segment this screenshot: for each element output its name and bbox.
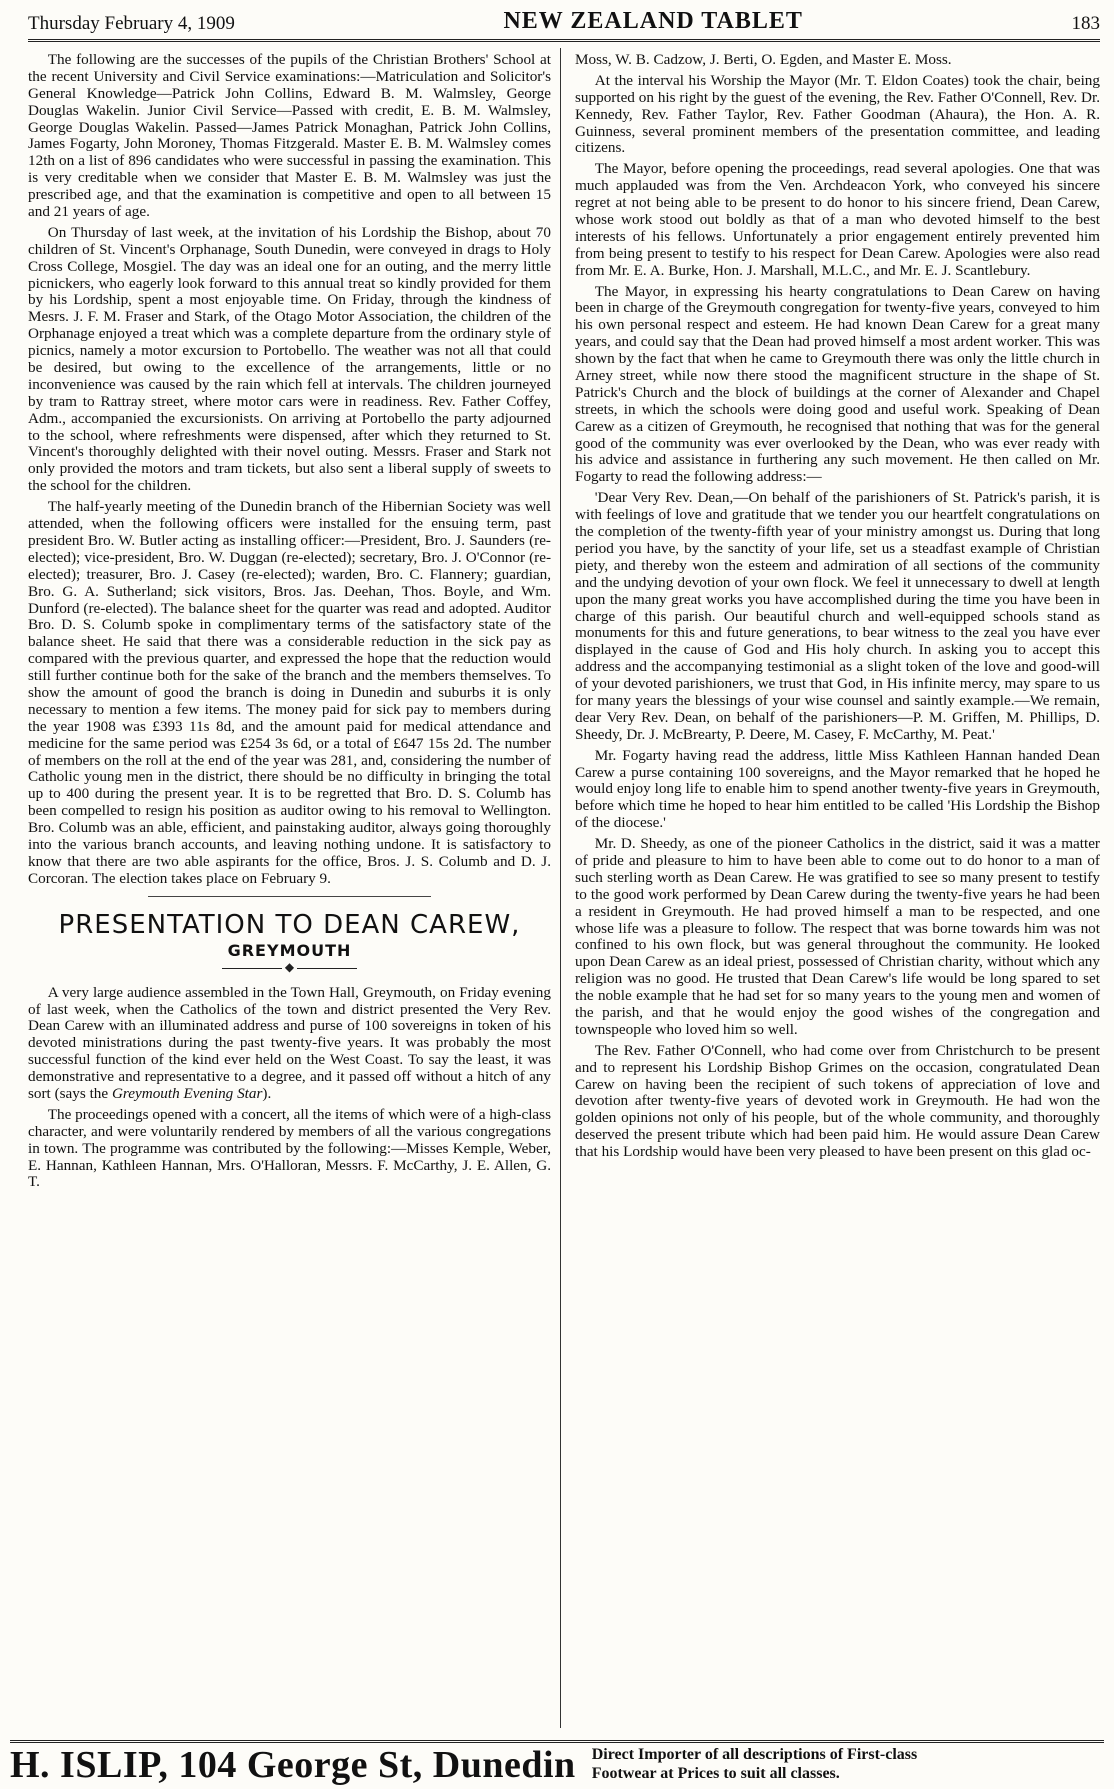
article-subhead: GREYMOUTH xyxy=(227,940,352,960)
paragraph-interval: At the interval his Worship the Mayor (Mr. T. Eldon Coates) took the chair, being supported on his right by the guest of the evening, the Rev. Father O'Connell, Rev. Dr. Kennedy, Rev. Father Taylor, Rev. Father Goodman (Ahaura), the Hon. A. R. Guinness, several prominent members of the presentation committee, and leading citizens. xyxy=(575,71,1100,157)
publication-title: NEW ZEALAND TABLET xyxy=(503,8,803,34)
left-column xyxy=(28,52,551,1732)
diamond-ornament-icon: ◆ xyxy=(284,960,295,975)
newspaper-source: Greymouth Evening Star xyxy=(111,1085,263,1103)
paragraph-exam-results: The following are the successes of the pupils of the Christian Brothers' School at the recent University and Civil Service examinations:—Matriculation and Solicitor's General Knowledge—Patrick John Collins, Edward B. M. Walmsley, George Douglas Wakelin. Junior Civil Service—Passed with credit, E. B. M. Walmsley, George Douglas Wakelin. Passed—James Patrick Monaghan, Patrick John Collins, James Fogarty, John Moroney, Thomas Fitzgerald. Master E. B. M. Walmsley comes 12th on a list of 896 candidates who were successful in passing the examination. This is very creditable when we consider that Master E. B. M. Walmsley was just the prescribed age, and that the examination is competitive and open to all between 15 and 21 years of age. xyxy=(28,51,551,221)
continued-paragraph: Moss, W. B. Cadzow, J. Berti, O. Egden, and Master E. Moss. xyxy=(575,51,952,68)
paragraph-apologies: The Mayor, before opening the proceedings, read several apologies. One that was much applauded was from the Ven. Archdeacon York, who conveyed his sincere regret at not being able to be present to do honor to his sincere friend, Dean Carew, whose work stood out boldly as that of a man who devoted himself to the best interests of his fellows. Unfortunately a prior engagement entirely prevented him from being present to testify to his respect for Dean Carew. Apologies were also read from Mr. E. A. Burke, Hon. J. Marshall, M.L.C., and Mr. E. J. Scantlebury. xyxy=(575,160,1100,279)
footer-advertisement xyxy=(10,1740,1104,1786)
section-divider xyxy=(148,896,431,897)
column-rule xyxy=(560,48,561,1728)
ornament-rule xyxy=(28,961,551,974)
advertiser-name: H. ISLIP, 104 George St, Dunedin xyxy=(10,1743,576,1786)
paragraph-address: 'Dear Very Rev. Dean,—On behalf of the parishioners of St. Patrick's parish, it is with feelings of love and gratitude that we tender you our heartfelt congratulations on the completion of the twenty-fifth year of your ministry amongst us. During that long period you have, by the sanctity of your life, set us a steadfast example of Christian piety, and thereby won the esteem and admiration of all sections of the community and the undying devotion of your own flock. We feel it unnecessary to dwell at length upon the many great works you have accomplished during the time you have been in charge of this parish. Our beautiful church and well-equipped schools stand as monuments for this and future generations, to bear witness to the zeal you have ever displayed in the cause of God and His holy church. In asking you to accept this address and the accompanying testimonial as a slight token of the love and good-will of your devoted parishioners, we trust that God, in His infinite mercy, may spare to us for many years the blessings of your wise counsel and saintly example.—We remain, dear Very Rev. Dean, on behalf of the parishioners—P. M. Griffen, M. Phillips, D. Sheedy, Dr. J. McBrearty, P. Deere, M. Casey, F. McCarthy, M. Peat.' xyxy=(575,489,1100,743)
article-paragraph-1: A very large audience assembled in the Town Hall, Greymouth, on Friday evening of last week, when the Catholics of the town and district presented the Very Rev. Dean Carew with an illuminated address and purse of 100 sovereigns in token of his devoted ministrations during the past twenty-five years. It was probably the most successful function of the kind ever held on the West Coast. To say the least, it was demonstrative and representative to a degree, and it passed off without a hitch of any sort (says the Greymouth Evening Star). xyxy=(28,983,551,1103)
paragraph-mayor-speech: The Mayor, in expressing his hearty congratulations to Dean Carew on having been in charge of the Greymouth congregation for twenty-five years, conveyed to him his own personal respect and esteem. He had known Dean Carew for a great many years, and could say that the Dean had proved himself a most ardent worker. This was shown by the fact that when he came to Greymouth there was only the little church in Arney street, while now there stood the magnificent structure in the shape of St. Patrick's Church and the block of buildings at the corner of Alexander and Chapel streets, in which the schools were doing good and useful work. Speaking of Dean Carew as a citizen of Greymouth, he recognised that nothing that was for the general good of the community was ever overlooked by the Dean, who was ever ready with his advice and assistance in furthering any such movement. He then called on Mr. Fogarty to read the following address:— xyxy=(575,282,1100,486)
paragraph-orphanage-outing: On Thursday of last week, at the invitation of his Lordship the Bishop, about 70 children of St. Vincent's Orphanage, South Dunedin, were conveyed in drags to Holy Cross College, Mosgiel. The day was an ideal one for an outing, and the merry little picnickers, who eagerly look forward to this annual treat so kindly provided for them by his Lordship, spent a most enjoyable time. On Friday, through the kindness of Mesrs. J. F. M. Fraser and Stark, of the Otago Motor Association, the children of the Orphanage enjoyed a treat which was a complete departure from the ordinary style of picnics, namely a motor excursion to Portobello. The weather was not all that could be desired, but owing to the excellence of the arrangements, little or no inconvenience was caused by the rain which fell at intervals. The children journeyed by tram to Rattray street, where motor cars were in readiness. Rev. Father Coffey, Adm., accompanied the excursionists. On arriving at Portobello the party adjourned to the school, where refreshments were dispensed, after which they returned to St. Vincent's thoroughly delighted with their novel outing. Messrs. Fraser and Stark not only provided the motors and tram tickets, but also sent a liberal supply of sweets to the school for the children. xyxy=(28,223,551,495)
article-paragraph-2: The proceedings opened with a concert, all the items of which were of a high-class character, and were voluntarily rendered by members of all the various congregations in town. The programme was contributed by the following:—Misses Kemple, Weber, E. Hannan, Kathleen Hannan, Mrs. O'Halloran, Messrs. F. McCarthy, J. E. Allen, G. T. xyxy=(28,1105,551,1191)
paragraph-hibernian-society: The half-yearly meeting of the Dunedin branch of the Hibernian Society was well attended, when the following officers were installed for the ensuing term, past president Bro. W. Butler acting as installing officer:—President, Bro. J. Saunders (re-elected); vice-president, Bro. W. Duggan (re-elected); secretary, Bro. J. O'Connor (re-elected); treasurer, Bro. J. Casey (re-elected); warden, Bro. C. Flannery; guardian, Bro. G. A. Sutherland; sick visitors, Bros. Jas. Deehan, Thos. Boyle, and Wm. Dunford (re-elected). The balance sheet for the quarter was read and adopted. Auditor Bro. D. S. Columb spoke in complimentary terms of the satisfactory state of the balance sheet. He said that there was a considerable reduction in the sick pay as compared with the previous quarter, and expressed the hope that the reduction would still further continue both for the sake of the branch and the members themselves. To show the amount of good the branch is doing in Dunedin and suburbs it is only necessary to mention a few items. The money paid for sick pay to members during the year 1908 was £393 11s 8d, and the amount paid for medical attendance and medicine for the same period was £254 3s 6d, or a total of £647 15s 2d. The number of members on the roll at the end of the year was 281, and, considering the number of Catholic young men in the district, there should be no difficulty in bringing the total up to 400 during the present year. It is to be regretted that Bro. D. S. Columb has been compelled to resign his position as auditor owing to his removal to Wellington. Bro. Columb was an able, efficient, and painstaking auditor, always going thoroughly into the various branch accounts, and leaving nothing undone. It is satisfactory to know that there are two able aspirants for the office, Bros. J. S. Columb and D. J. Corcoran. The election takes place on February 9. xyxy=(28,498,551,887)
advertiser-tagline: Direct Importer of all descriptions of First-class Footwear at Prices to suit all classes. xyxy=(591,1746,918,1782)
article-headline: PRESENTATION TO DEAN CAREW, xyxy=(58,909,521,940)
paragraph-sheedy: Mr. D. Sheedy, as one of the pioneer Catholics in the district, said it was a matter of pride and pleasure to him to have been able to come out to do honor to a man of such sterling worth as Dean Carew. He was gratified to see so many present to testify to the good work performed by Dean Carew during the twenty-five years he had been a resident in Greymouth. He had proved himself a man to be respected, and one whose life was a pleasure to follow. The respect that was borne towards him was not confined to his own flock, but was general throughout the community. He looked upon Dean Carew as an ideal priest, possessed of Christian charity, without which any religion was no good. He trusted that Dean Carew's life would be long spared to set the noble example that he had set for so many years to the young men and women of the parish, and that he would enjoy the good wishes of the congregation and townspeople who loved him so well. xyxy=(575,835,1100,1038)
paragraph-purse: Mr. Fogarty having read the address, little Miss Kathleen Hannan handed Dean Carew a purse containing 100 sovereigns, and the Mayor remarked that he hoped he would enjoy long life to enable him to spend another twenty-five years in Greymouth, before which time he hoped to hear him entitled to be called 'His Lordship the Bishop of the diocese.' xyxy=(575,746,1100,832)
page-header xyxy=(28,8,1100,42)
paragraph-oconnell: The Rev. Father O'Connell, who had come over from Christchurch to be present and to represent his Lordship Bishop Grimes on the occasion, congratulated Dean Carew on having been the recipient of such tokens of appreciation of love and devotion after twenty-five years of devoted work in Greymouth. He had won the golden opinions not only of his people, but of the whole community, and thoroughly deserved the present tribute which had been paid him. He would assure Dean Carew that his Lordship would have been very pleased to have been present on this glad oc- xyxy=(575,1041,1100,1161)
page-number: 183 xyxy=(1071,13,1100,34)
right-column xyxy=(575,52,1100,1732)
issue-date: Thursday February 4, 1909 xyxy=(28,13,235,34)
